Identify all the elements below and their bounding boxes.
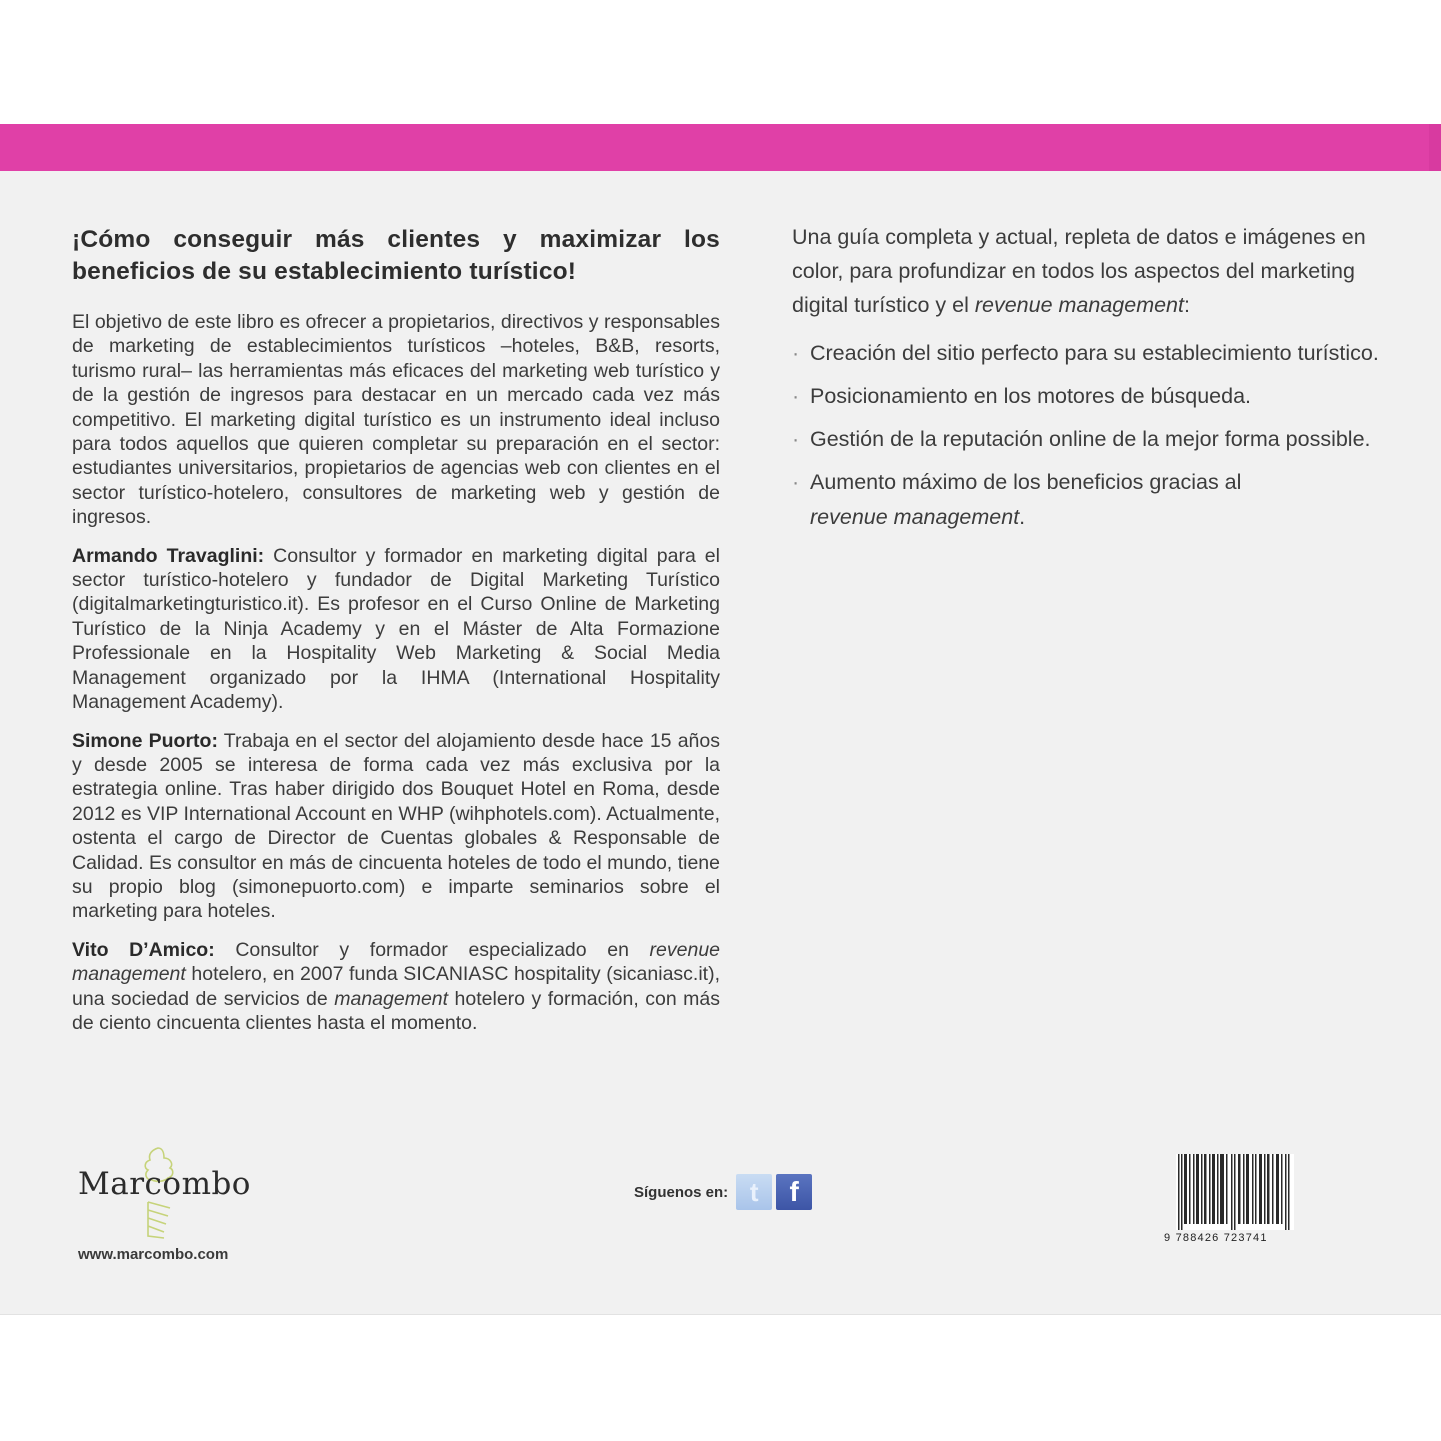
feature-item — [792, 422, 1382, 457]
publisher-logo — [78, 1146, 258, 1246]
summary-intro — [792, 220, 1382, 322]
author-name: Armando Travaglini: — [72, 544, 265, 567]
twitter-icon[interactable]: t — [736, 1174, 772, 1210]
left-column — [72, 224, 720, 1035]
book-back-cover — [0, 124, 1441, 1315]
author-bio-text: hotelero y formación, con más de ciento cincuenta clientes hasta el momento. — [72, 987, 720, 1034]
isbn-barcode — [1164, 1154, 1294, 1244]
feature-item — [792, 379, 1382, 414]
feature-text: Posicionamiento en los motores de búsqueda. — [810, 384, 1252, 408]
feature-item — [792, 336, 1382, 371]
feature-italic: revenue management — [810, 505, 1020, 529]
feature-text: Creación del sitio perfecto para su establecimiento turístico. — [810, 341, 1379, 365]
right-column — [792, 220, 1382, 543]
author-bio-text: Consultor y formador especializado en — [214, 938, 650, 961]
social-label: Síguenos en: — [634, 1183, 729, 1201]
summary-text: Una guía completa y actual, repleta de datos e imágenes en color, para profundizar en todos los aspectos del marketing digital turístico y el — [792, 225, 1366, 317]
author-bio-damico — [72, 938, 720, 1036]
author-bio-text: Consultor y formador en marketing digital para el sector turístico-hotelero y fundador de Digital Marketing Turístico (digitalmarketingturistico.it). Es profesor en el Curso Online de Marketing Turístico de la Ninja Academy y en el Máster de Alta Formazione Professionale en la Hospitality Web Marketing & Social Media Management organizado por la IHMA (International Hospitality Management Academy). — [72, 544, 720, 714]
author-bio-italic: management — [334, 987, 449, 1010]
headline: ¡Cómo conseguir más clientes y maximizar los beneficios de su establecimiento turístico! — [72, 226, 720, 285]
summary-colon: : — [1184, 293, 1190, 317]
author-bio-text: hotelero, en 2007 funda SICANIASC hospitality (sicaniasc.it), una sociedad de servicios de — [72, 963, 720, 1010]
feature-item — [792, 465, 1382, 535]
social-links — [634, 1174, 816, 1210]
intro-paragraph: El objetivo de este libro es ofrecer a propietarios, directivos y responsables de marketing de establecimientos turísticos –hoteles, B&B, resorts, turismo rural– las herramientas más eficaces del marketing web turístico y de la gestión de ingresos para destacar en un mercado cada vez más competitivo. El marketing digital turístico es un instrumento ideal incluso para todos aquellos que quieren completar su preparación en el sector: estudiantes universitarios, propietarios de agencias web con clientes en el sector turístico-hotelero, consultores de marketing web y gestión de ingresos. — [72, 311, 720, 529]
barcode-icon — [1176, 1154, 1294, 1230]
author-bio-text: Trabaja en el sector del alojamiento desde hace 15 años y desde 2005 se interesa de forma cada vez más exclusiva por la estrategia online. Tras haber dirigido dos Bouquet Hotel en Roma, desde 2012 es VIP International Account en WHP (wihphotels.com). Actualmente, ostenta el cargo de Director de Cuentas globales & Responsable de Calidad. Es consultor en más de cincuenta hoteles de todo el mundo, tiene su propio blog (simonepuorto.com) e imparte seminarios sobre el marketing para hoteles. — [72, 729, 720, 923]
summary-italic: revenue management — [974, 293, 1184, 317]
feature-list — [792, 336, 1382, 535]
publisher-website-link[interactable]: www.marcombo.com — [78, 1246, 229, 1263]
author-name: Simone Puorto: — [72, 729, 218, 752]
feature-text: Aumento máximo de los beneficios gracias al — [810, 470, 1242, 494]
publisher-name: Marcombo — [78, 1166, 251, 1202]
author-name: Vito D’Amico: — [72, 938, 215, 961]
author-bio-puorto — [72, 729, 720, 924]
magenta-header-band — [0, 124, 1441, 171]
isbn-number: 9 788426 723741 — [1164, 1232, 1268, 1244]
facebook-icon[interactable]: f — [776, 1174, 812, 1210]
author-bio-italic: revenue management — [72, 938, 721, 986]
feature-text: Gestión de la reputación online de la mejor forma possible. — [810, 427, 1371, 451]
feature-period: . — [1019, 505, 1026, 529]
author-bio-travaglini — [72, 544, 720, 715]
